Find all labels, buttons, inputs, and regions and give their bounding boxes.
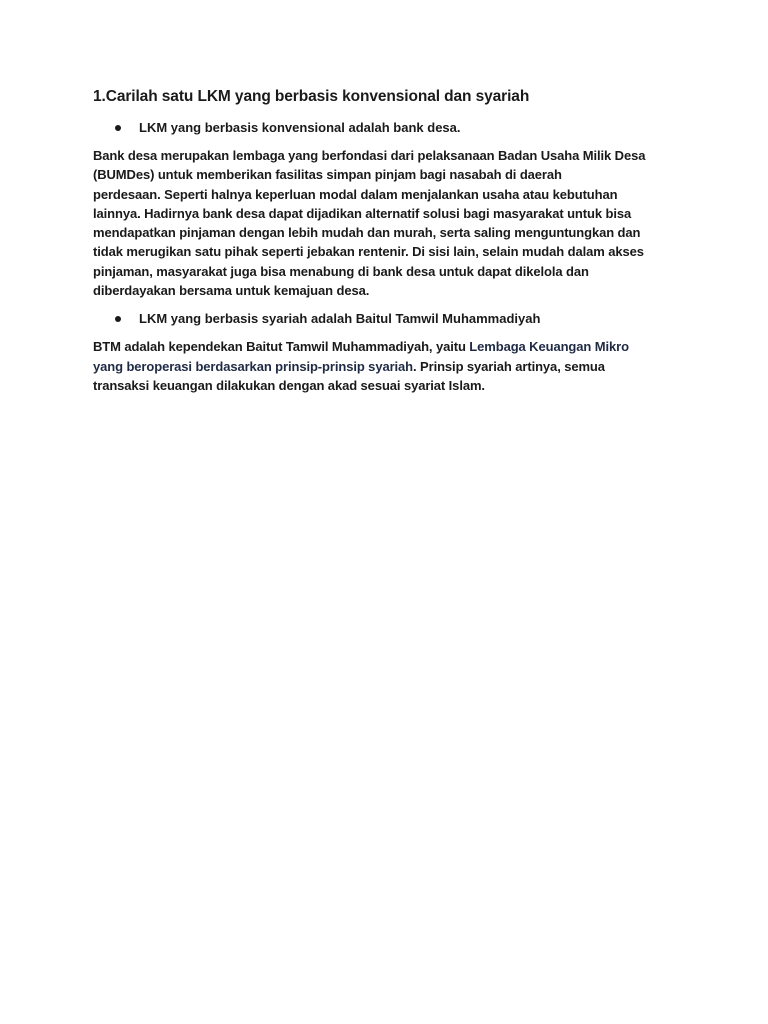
- paragraph-line: tidak merugikan satu pihak seperti jebakan rentenir. Di sisi lain, selain mudah dalam akses: [93, 244, 644, 260]
- highlighted-text: Lembaga Keuangan Mikro: [469, 339, 629, 355]
- paragraph-line: transaksi keuangan dilakukan dengan akad sesuai syariat Islam.: [93, 377, 485, 393]
- paragraph-text: . Prinsip syariah artinya, semua: [413, 358, 605, 374]
- bullet-text-conventional: LKM yang berbasis konvensional adalah bank desa.: [139, 120, 461, 135]
- document-page: [93, 86, 683, 404]
- bullet-icon: [115, 316, 121, 322]
- paragraph-line: Bank desa merupakan lembaga yang berfondasi dari pelaksanaan Badan Usaha Milik Desa: [93, 148, 646, 163]
- bullet-item-conventional: [93, 118, 683, 138]
- bullet-text-syariah: LKM yang berbasis syariah adalah Baitul Tamwil Muhammadiyah: [139, 311, 541, 327]
- bullet-item-syariah: [93, 309, 683, 329]
- paragraph-line: (BUMDes) untuk memberikan fasilitas simpan pinjam bagi nasabah di daerah: [93, 167, 562, 183]
- question-heading: 1.Carilah satu LKM yang berbasis konvensional dan syariah: [93, 88, 530, 105]
- paragraph-line: mendapatkan pinjaman dengan lebih mudah dan murah, serta saling menguntungkan dan: [93, 225, 641, 241]
- paragraph-line: perdesaan. Seperti halnya keperluan modal dalam menjalankan usaha atau kebutuhan: [93, 186, 618, 202]
- paragraph-line: [93, 337, 683, 356]
- paragraph-text: BTM adalah kependekan Baitut Tamwil Muhammadiyah, yaitu: [93, 339, 470, 355]
- highlighted-text: yang beroperasi berdasarkan prinsip-prinsip syariah: [93, 358, 414, 374]
- paragraph-line: lainnya. Hadirnya bank desa dapat dijadikan alternatif solusi bagi masyarakat untuk bisa: [93, 205, 632, 221]
- paragraph-line: [93, 357, 683, 376]
- paragraph-line: pinjaman, masyarakat juga bisa menabung di bank desa untuk dapat dikelola dan: [93, 263, 589, 279]
- paragraph-bank-desa: [93, 146, 683, 300]
- paragraph-line: diberdayakan bersama untuk kemajuan desa.: [93, 283, 370, 299]
- bullet-icon: [115, 125, 121, 131]
- paragraph-btm: [93, 337, 683, 395]
